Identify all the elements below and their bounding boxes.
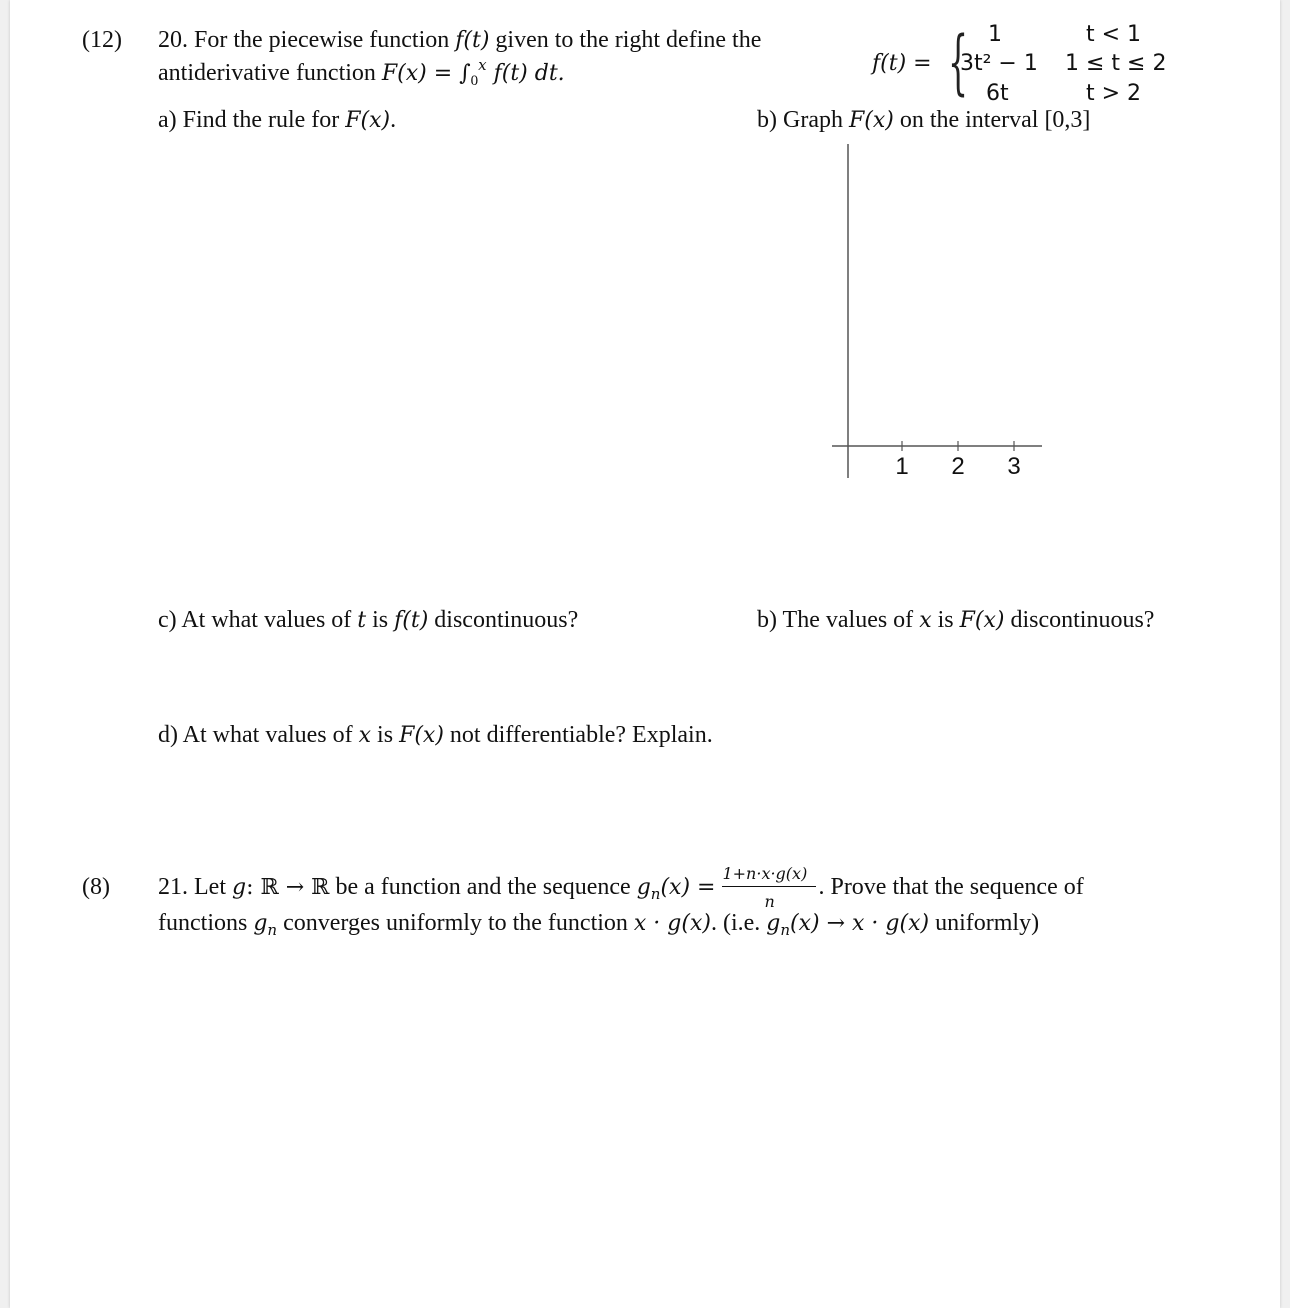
integral-sign: ∫ <box>459 61 471 86</box>
problem-20-points: (12) <box>82 27 122 53</box>
part-d: d) At what values of x is F(x) not differentiable? Explain. <box>158 722 713 748</box>
problem-20-line-2: antiderivative function $F(x) = \int_0^x$ f(t) dt. <box>158 56 565 89</box>
part-c: c) At what values of t is f(t) discontinuous? <box>158 607 579 633</box>
part-a: a) Find the rule for F(x). <box>158 107 397 133</box>
piecewise-lhs: f(t) = <box>872 51 932 76</box>
x-tick-label-2: 2 <box>951 453 965 480</box>
problem-21-points: (8) <box>82 874 110 900</box>
case-2-cond: 1 ≤ t ≤ 2 <box>1065 51 1167 76</box>
case-2-expr: 3t² − 1 <box>960 51 1038 76</box>
case-3-cond: t > 2 <box>1086 81 1142 106</box>
sequence-fraction: $\frac{1+n\cdot x\cdot g(x)}{n}$ <box>722 874 818 902</box>
problem-21-line-2: functions $g_n$ converges uniformly to the function x · g(x). (i.e. $g_n(x) \to x \cdot g(x)$ uniformly) <box>158 910 1040 939</box>
part-b-discontinuous: b) The values of x is F(x) discontinuous? <box>757 607 1155 633</box>
case-1-cond: t < 1 <box>1086 22 1142 47</box>
problem-20-line-1: 20. For the piecewise function f(t) given to the right define the <box>158 27 762 53</box>
graph-axes <box>830 138 1060 483</box>
x-tick-label-3: 3 <box>1007 453 1021 480</box>
problem-21-line-1: 21. Let g: ℝ → ℝ be a function and the sequence $g_n(x)$ = $\frac{1+n\cdot x\cdot g(x)}{n}$ . Prove that the sequence of <box>158 864 1084 912</box>
x-tick-label-1: 1 <box>895 453 909 480</box>
worksheet-page <box>10 0 1280 1308</box>
piecewise-brace: { <box>948 21 969 103</box>
case-1-expr: 1 <box>988 22 1002 47</box>
part-b: b) Graph F(x) on the interval [0,3] <box>757 107 1091 133</box>
case-3-expr: 6t <box>986 81 1009 106</box>
